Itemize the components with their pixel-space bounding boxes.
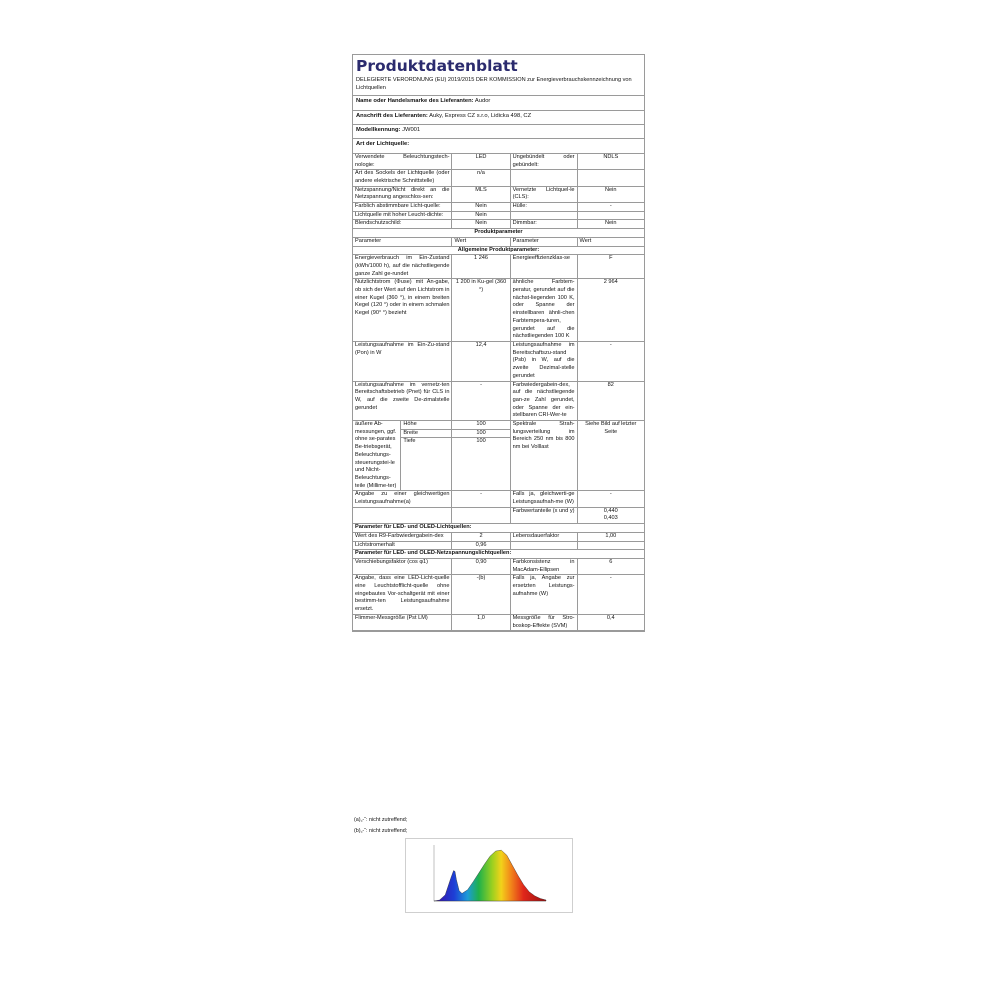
table-row <box>353 279 644 342</box>
param-value: 0,90 <box>452 558 510 574</box>
table-row <box>353 491 644 507</box>
param-value: 2 964 <box>577 279 644 342</box>
param-value: Nein <box>577 220 644 229</box>
footnote-b: (b)„-“: nicht zutreffend; <box>354 828 408 834</box>
param-label: Lichtquelle mit hoher Leucht-dichte: <box>353 211 452 220</box>
table-row <box>353 614 644 630</box>
param-label: Verwendete Beleuchtungstech-nologie: <box>353 153 452 169</box>
table-row <box>353 575 644 615</box>
param-label: Angabe zu einer gleichwertigen Leistungsaufnahme(a) <box>353 491 452 507</box>
param-label: Leistungsaufnahme im Bereitschaftszu-stand (Psb) in W, auf die zweite Dezimal-stelle gerundet <box>510 341 577 381</box>
param-value: -(b) <box>452 575 510 615</box>
table-row <box>353 255 644 279</box>
param-label <box>510 170 577 186</box>
chromaticity-x: 0,440 <box>603 507 618 514</box>
param-label: Angabe, dass eine LED-Licht-quelle eine Leuchtstofflicht-quelle ohne eingebautes Vor-schaltgerät mit einer bestimm-ten Leistungsaufnahme ersetzt. <box>353 575 452 615</box>
param-value: - <box>577 341 644 381</box>
general-params-heading: Allgemeine Produktparameter: <box>353 246 644 255</box>
dimension-names <box>401 421 451 490</box>
column-header: Parameter <box>353 237 452 246</box>
section-heading-row <box>353 229 644 238</box>
param-value <box>577 170 644 186</box>
mains-params-heading: Parameter für LED- und OLED-Netzspannungslichtquellen: <box>353 550 644 559</box>
address-label: Anschrift des Lieferanten: <box>356 112 428 119</box>
param-label: Ungebündelt oder gebündelt: <box>510 153 577 169</box>
led-params-heading: Parameter für LED- und OLED-Lichtquellen: <box>353 524 644 533</box>
param-label: Verschiebungsfaktor (cos φ1) <box>353 558 452 574</box>
dimension-depth-label: Tiefe <box>403 438 416 445</box>
param-label: Lichtstromerhalt <box>353 541 452 550</box>
footnotes <box>354 815 407 837</box>
param-label: Netzspannung/Nicht direkt an die Netzspannung angeschlos-sen: <box>353 186 452 202</box>
product-params-heading: Produktparameter <box>353 229 644 238</box>
supplier-row <box>353 95 644 109</box>
param-value: 1 200 in Ku-gel (360 °) <box>452 279 510 342</box>
param-value: - <box>452 491 510 507</box>
param-value: LED <box>452 153 510 169</box>
param-label: Farbwertanteile (x und y) <box>510 507 577 523</box>
param-value: 6 <box>577 558 644 574</box>
regulation-subtitle: DELEGIERTE VERORDNUNG (EU) 2019/2015 DER KOMMISSION zur Energieverbrauchskennzeichnung von Lichtquellen <box>356 77 632 91</box>
param-value: MLS <box>452 186 510 202</box>
param-label: Farblich abstimmbare Licht-quelle: <box>353 203 452 212</box>
param-value: Siehe Bild auf letzter Seite <box>577 421 644 491</box>
param-value: - <box>577 491 644 507</box>
chromaticity-values <box>577 507 644 523</box>
param-label: Spektrale Strah-lungsverteilung im Bereich 250 nm bis 800 nm bei Volllast <box>510 421 577 491</box>
model-value: JW001 <box>402 127 421 133</box>
address-row <box>353 110 644 124</box>
param-value: 1,00 <box>577 532 644 541</box>
table-row <box>353 220 644 229</box>
dimension-height-label: Höhe <box>401 421 451 430</box>
table-row <box>353 153 644 169</box>
table-row <box>353 532 644 541</box>
param-value <box>577 211 644 220</box>
footnote-a: (a)„-“: nicht zutreffend; <box>354 817 408 823</box>
param-label: Energieverbrauch im Ein-Zustand (kWh/1000 h), auf die nächstliegende ganze Zahl ge-rundet <box>353 255 452 279</box>
column-header-row <box>353 237 644 246</box>
param-value: Nein <box>452 220 510 229</box>
spectrum-plot <box>406 839 572 912</box>
supplier-value: Audor <box>474 98 491 105</box>
param-label: Vernetzte Lichtquel-le (CLS): <box>510 186 577 202</box>
param-label: Energieeffizienzklas-se <box>510 255 577 279</box>
section-heading-row <box>353 246 644 255</box>
column-header: Wert <box>452 237 510 246</box>
table-row <box>353 186 644 202</box>
param-value: 0,4 <box>577 614 644 630</box>
param-label: Nutzlichtstrom (Φuse) mit An-gabe, ob sich der Wert auf den Lichtstrom in einer Kugel (360 °), in einem breiten Kegel (120 °) oder in einem schmalen Kegel (90° °) bezieht <box>353 279 452 342</box>
chromaticity-y: 0,403 <box>603 515 618 522</box>
param-label: Blendschutzschild: <box>353 220 452 229</box>
param-value: - <box>452 381 510 421</box>
empty-cell <box>452 507 510 523</box>
param-value: - <box>577 203 644 212</box>
param-value: 12,4 <box>452 341 510 381</box>
table-row <box>353 211 644 220</box>
param-label: Falls ja, gleichwerti-ge Leistungsaufnah-me (W) <box>510 491 577 507</box>
table-row <box>353 541 644 550</box>
param-value <box>577 541 644 550</box>
address-value: Auky, Express CZ s.r.o, Lidicka 498, CZ <box>429 112 532 119</box>
param-label: Dimmbar: <box>510 220 577 229</box>
model-label: Modellkennung: <box>356 127 401 133</box>
param-label: Leistungsaufnahme im vernetz-ten Bereitschaftsbetrieb (Pnet) für CLS in W, auf die zweite De-zimalstelle gerundet <box>353 381 452 421</box>
param-value: 0,96 <box>452 541 510 550</box>
param-label: Leistungsaufnahme im Ein-Zu-stand (Pon) in W <box>353 341 452 381</box>
table-row <box>353 341 644 381</box>
dimension-height-value: 100 <box>452 421 509 430</box>
param-label: Hülle: <box>510 203 577 212</box>
section-heading-row <box>353 550 644 559</box>
param-label: Falls ja, Angabe zur ersetzten Leistungs-aufnahme (W) <box>510 575 577 615</box>
param-value: 1,0 <box>452 614 510 630</box>
param-label <box>510 211 577 220</box>
dimension-depth-value: 100 <box>476 438 486 445</box>
dimensions-label: äußere Ab-messungen, ggf. ohne se-parates Be-triebsgerät, Beleuchtungs-steuerungstei-le und Nicht-Beleuchtungs-teile (Millime-ter) <box>353 421 401 490</box>
param-label: Lebensdauerfaktor <box>510 532 577 541</box>
param-label <box>510 541 577 550</box>
dimension-width-value: 100 <box>452 430 509 439</box>
column-header: Parameter <box>510 237 577 246</box>
param-label: Flimmer-Messgröße (Pst LM) <box>353 614 452 630</box>
dimensions-cell <box>353 421 452 491</box>
document-title: Produktdatenblatt <box>356 57 518 75</box>
empty-cell <box>353 507 452 523</box>
param-label: Art des Sockels der Lichtquelle (oder andere elektrische Schnittstelle) <box>353 170 452 186</box>
spectrum-area <box>434 850 546 901</box>
product-data-sheet <box>352 54 645 632</box>
param-label: Farbwiedergabein-dex, auf die nächstliegende gan-ze Zahl gerundet, oder Spanne der ein-stellbaren CRI-Wer-te <box>510 381 577 421</box>
dimensions-row <box>353 421 644 491</box>
param-value: Nein <box>452 203 510 212</box>
param-value: n/a <box>452 170 510 186</box>
param-label: Farbkonsistenz in MacAdam-Ellipsen <box>510 558 577 574</box>
param-label: Messgröße für Stro-boskop-Effekte (SVM) <box>510 614 577 630</box>
table-row <box>353 381 644 421</box>
section-heading-row <box>353 524 644 533</box>
param-label: Wert des R9-Farbwiedergabein-dex <box>353 532 452 541</box>
param-value: 1 246 <box>452 255 510 279</box>
spectral-distribution-chart <box>405 838 573 913</box>
table-row <box>353 507 644 523</box>
table-row <box>353 170 644 186</box>
column-header: Wert <box>577 237 644 246</box>
dimension-values <box>452 421 510 491</box>
param-value: F <box>577 255 644 279</box>
model-row <box>353 124 644 138</box>
supplier-label: Name oder Handelsmarke des Lieferanten: <box>356 98 474 105</box>
table-row <box>353 558 644 574</box>
param-label: ähnliche Farbtem-peratur, gerundet auf die nächst-liegenden 100 K, oder Spanne der einstellbaren ähnli-chen Farbtempera-turen, gerundet auf die nächstliegenden 100 K <box>510 279 577 342</box>
param-value: Nein <box>452 211 510 220</box>
table-row <box>353 203 644 212</box>
parameter-table <box>353 153 644 631</box>
light-source-type-heading: Art der Lichtquelle: <box>353 138 644 152</box>
param-value: NDLS <box>577 153 644 169</box>
param-value: 2 <box>452 532 510 541</box>
param-value: 82 <box>577 381 644 421</box>
param-value: - <box>577 575 644 615</box>
dimension-width-label: Breite <box>401 430 451 439</box>
param-value: Nein <box>577 186 644 202</box>
